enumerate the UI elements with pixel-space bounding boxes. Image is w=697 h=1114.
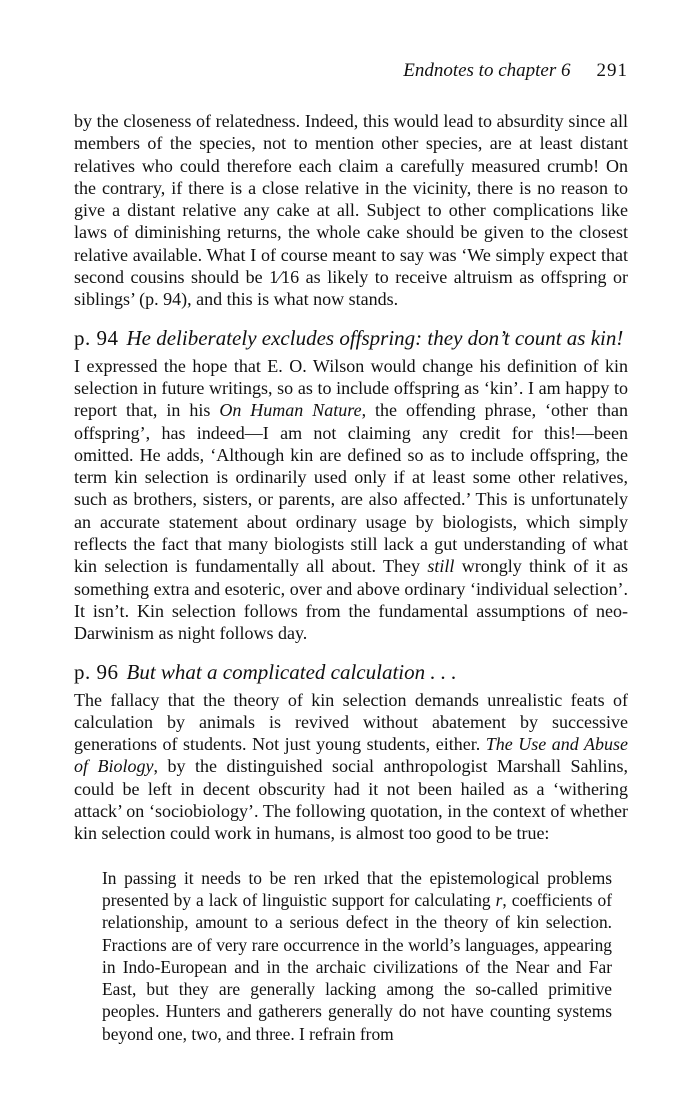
endnote-quote: He deliberately excludes offspring: they don’t count as kin! bbox=[126, 325, 624, 350]
page-reference: p. 96 bbox=[74, 659, 119, 684]
continuation-paragraph: by the closeness of relatedness. Indeed, this would lead to absurdity since all members of the species, not to mention other species, are at least distant relatives who could therefore each claim a carefully measured crumb! On the contrary, if there is a close relative in the vicinity, there is no reason to give a distant relative any cake at all. Subject to other complications like laws of diminishing returns, the whole cake should be given to the closest relative available. What I of course meant to say was ‘We simply expect that second cousins should be 1⁄16 as likely to receive altruism as offspring or siblings’ (p. 94), and this is what now stands. bbox=[74, 111, 628, 310]
endnote-heading-p96 bbox=[74, 659, 628, 685]
endnote-paragraph-p94: I expressed the hope that E. O. Wilson would change his definition of kin selection in future writings, so as to include offspring as ‘kin’. I am happy to report that, in his On Human Nature, the offending phrase, ‘other than offspring’, has indeed—I am not claiming any credit for this!—been omitted. He adds, ‘Although kin are defined so as to include offspring, the term kin selection is ordinarily used only if at least some other relatives, such as brothers, sisters, or parents, are also affected.’ This is unfortunately an accurate statement about ordinary usage by biologists, which simply reflects the fact that many biologists still lack a gut understanding of what kin selection is fundamentally all about. They still wrongly think of it as something extra and esoteric, over and above ordinary ‘individual selection’. It isn’t. Kin selection follows from the fundamental assumptions of neo-Darwinism as night follows day. bbox=[74, 355, 628, 644]
book-title: On Human Nature bbox=[219, 400, 362, 421]
page-reference: p. 94 bbox=[74, 325, 119, 350]
book-title: The Use and Abuse of Biology bbox=[74, 734, 628, 777]
endnote-paragraph-p96: The fallacy that the theory of kin selection demands unrealistic feats of calculation by animals is revived without abatement by successive generations of students. Not just young students, either. The Use and Abuse of Biology, by the distinguished social anthropologist Marshall Sahlins, could be left in decent obscurity had it not been hailed as a ‘withering attack’ on ‘sociobiology’. The following quotation, in the context of whether kin selection could work in humans, is almost too good to be true: bbox=[74, 689, 628, 844]
quotation-text: In passing it needs to be ren ırked that the epistemological problems presented by a lack of linguistic support for calculating r, coefficients of relationship, amount to a serious defect in the theory of kin selection. Fractions are of very rare occurrence in the world’s languages, appearing in Indo-European and in the archaic civilizations of the Near and Far East, but they are generally lacking among the so-called primitive peoples. Hunters and gatherers generally do not have counting systems beyond one, two, and three. I refrain from bbox=[102, 867, 613, 1044]
book-page bbox=[74, 60, 628, 1045]
block-quotation bbox=[102, 867, 612, 1045]
fraction: 1⁄16 bbox=[269, 267, 300, 288]
page-number: 291 bbox=[596, 60, 628, 81]
running-header bbox=[74, 60, 628, 110]
variable-r: r bbox=[495, 889, 503, 910]
endnote-heading-p94 bbox=[74, 325, 628, 351]
running-title: Endnotes to chapter 6 bbox=[403, 60, 571, 81]
emphasis: still bbox=[427, 556, 455, 577]
endnote-quote: But what a complicated calculation . . . bbox=[126, 659, 457, 684]
